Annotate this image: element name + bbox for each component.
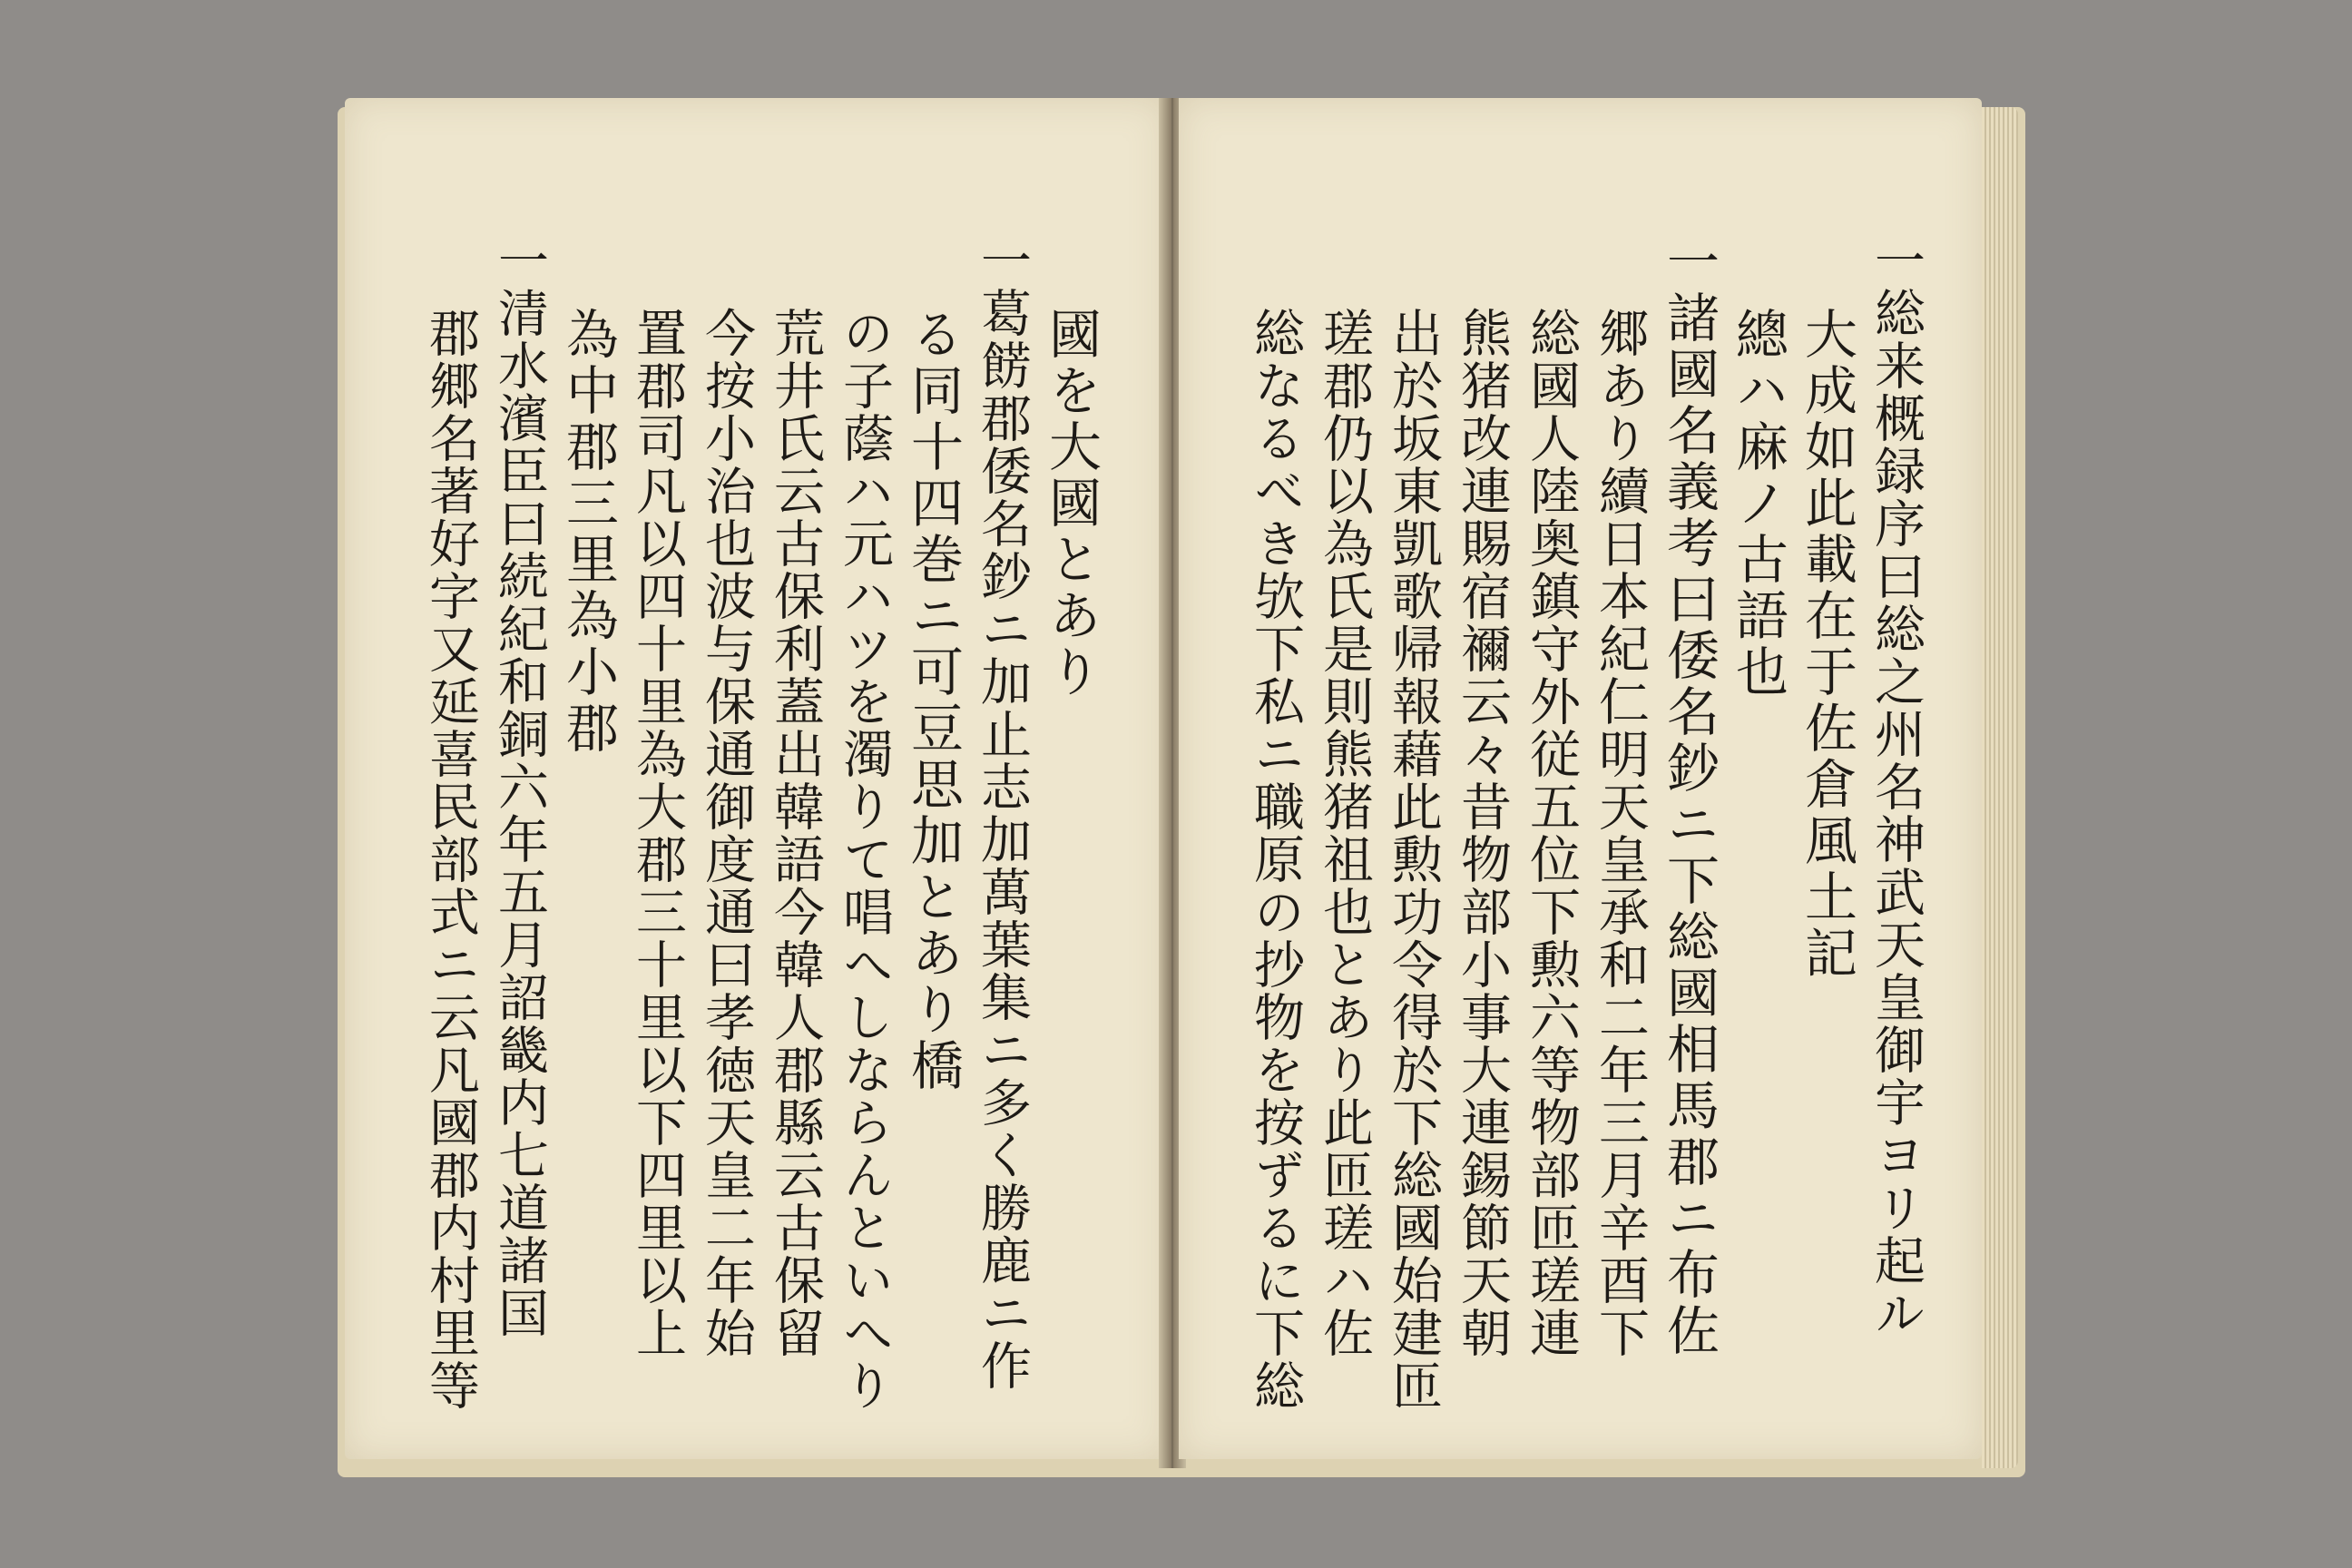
text-column: 今按小治也波与保通御度通曰孝徳天皇二年始 xyxy=(697,307,756,1359)
text-column: 出於坂東凱歌帰報藉此勲功令得於下総國始建匝 xyxy=(1384,307,1443,1412)
text-column: 為中郡三里為小郡 xyxy=(557,307,619,757)
text-column: 大成如此載在于佐倉風土記 xyxy=(1796,307,1857,982)
text-column: 置郡司凡以四十里為大郡三十里以下四里以上 xyxy=(628,307,687,1359)
text-column: 瑳郡仍以為氏是則熊猪祖也とあり此匝瑳ハ佐 xyxy=(1315,307,1374,1359)
text-column: 一清水濱臣曰続紀和銅六年五月詔畿内七道諸国 xyxy=(490,234,549,1339)
text-column: る同十四巻ニ可豆思加とあり橋 xyxy=(902,307,964,1094)
text-column: 熊猪改連賜宿禰云々昔物部小事大連錫節天朝 xyxy=(1453,307,1512,1359)
text-column: 郡郷名著好字又延喜民部式ニ云凡國郡内村里等 xyxy=(421,307,480,1412)
page-edges xyxy=(1982,107,2018,1468)
text-column: 荒井氏云古保利蓋出韓語今韓人郡縣云古保留 xyxy=(766,307,825,1359)
text-column: 一総来概録序曰総之州名神武天皇御宇ヨリ起ル xyxy=(1867,234,1926,1339)
open-book xyxy=(338,98,2027,1486)
text-column: の子蔭ハ元ハツを濁りて唱へしならんといへり xyxy=(835,307,894,1412)
text-column: 國を大國とあり xyxy=(1040,307,1102,701)
text-column: 一葛餝郡倭名鈔ニ加止志加萬葉集ニ多く勝鹿ニ作 xyxy=(973,234,1032,1392)
text-column: 総國人陸奥鎮守外従五位下勲六等物部匝瑳連 xyxy=(1522,307,1581,1359)
text-column: 一諸國名義考曰倭名鈔ニ下総國相馬郡ニ布佐 xyxy=(1658,234,1720,1359)
right-page xyxy=(1179,98,1982,1459)
text-column: 總ハ麻ノ古語也 xyxy=(1727,307,1788,701)
text-column: 総なるべき欤下私ニ職原の抄物を按ずるに下総 xyxy=(1246,307,1305,1412)
right-page-text xyxy=(1243,234,1927,1414)
text-column: 郷あり續日本紀仁明天皇承和二年三月辛酉下 xyxy=(1591,307,1650,1359)
left-page xyxy=(345,98,1166,1459)
left-page-text xyxy=(418,234,1102,1414)
